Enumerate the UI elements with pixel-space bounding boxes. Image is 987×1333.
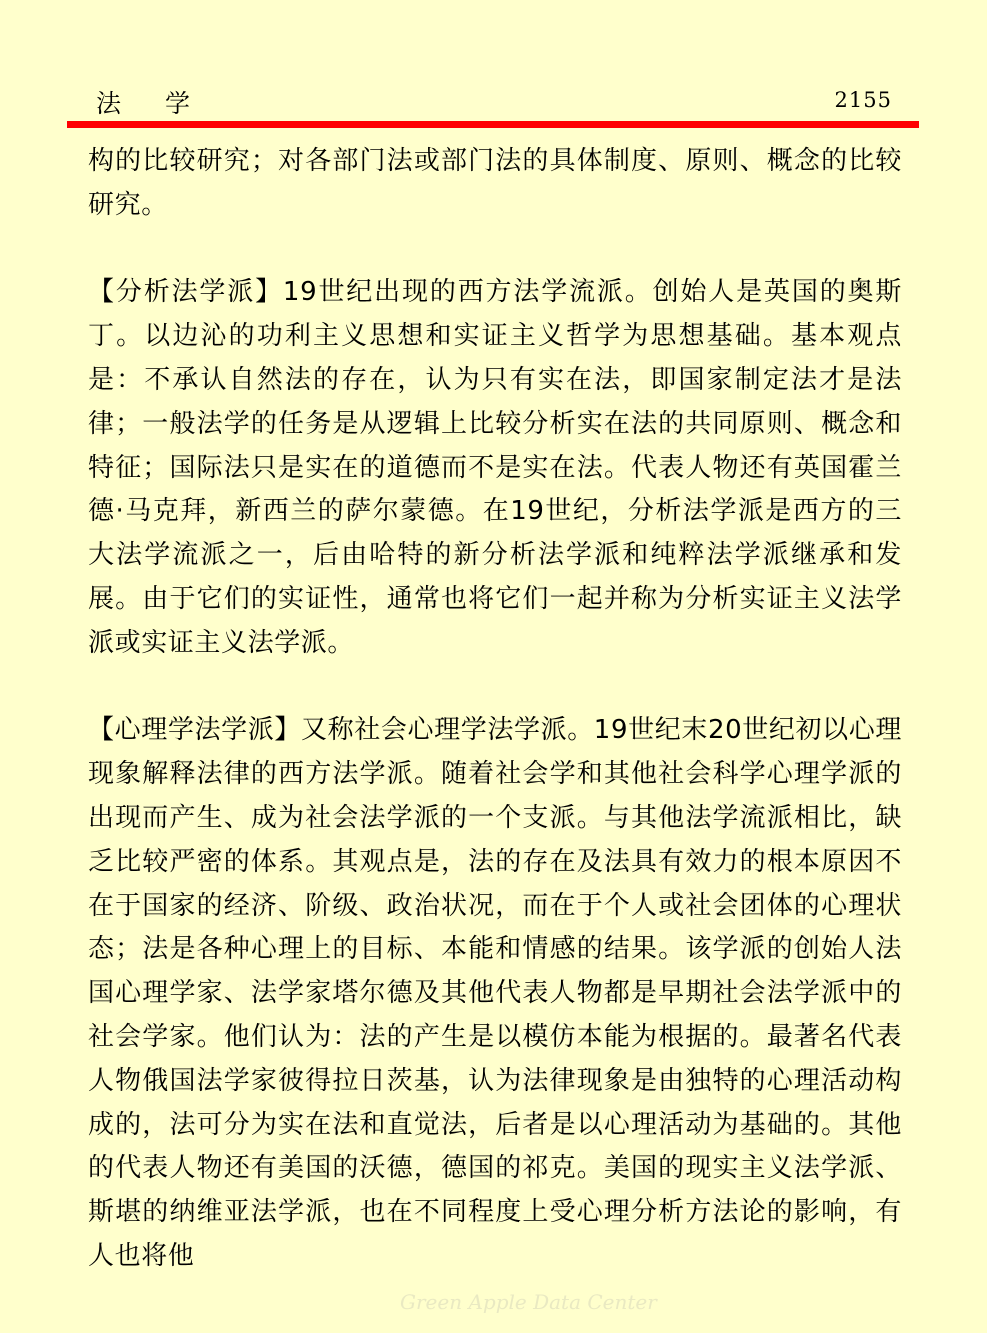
page-body — [88, 140, 902, 1279]
header-rule — [67, 121, 919, 128]
paragraph-analytical-school: 【分析法学派】19世纪出现的西方法学流派。创始人是英国的奥斯丁。以边沁的功利主义思想和实证主义哲学为思想基础。基本观点是：不承认自然法的存在，认为只有实在法，即国家制定法才是法律；一般法学的任务是从逻辑上比较分析实在法的共同原则、概念和特征；国际法只是实在的道德而不是实在法。代表人物还有英国霍兰德·马克拜，新西兰的萨尔蒙德。在19世纪，分析法学派是西方的三大法学流派之一，后由哈特的新分析法学派和纯粹法学派继承和发展。由于它们的实证性，通常也将它们一起并称为分析实证主义法学派或实证主义法学派。 — [88, 277, 902, 658]
watermark: Green Apple Data Center — [400, 1290, 657, 1314]
running-header — [90, 84, 892, 118]
paragraph-psychological-school: 【心理学法学派】又称社会心理学法学派。19世纪末20世纪初以心理现象解释法律的西方法学派。随着社会学和其他社会科学心理学派的出现而产生、成为社会法学派的一个支派。与其他法学流派相比，缺乏比较严密的体系。其观点是，法的存在及法具有效力的根本原因不在于国家的经济、阶级、政治状况，而在于个人或社会团体的心理状态；法是各种心理上的目标、本能和情感的结果。该学派的创始人法国心理学家、法学家塔尔德及其他代表人物都是早期社会法学派中的社会学家。他们认为：法的产生是以模仿本能为根据的。最著名代表人物俄国法学家彼得拉日茨基，认为法律现象是由独特的心理活动构成的，法可分为实在法和直觉法，后者是以心理活动为基础的。其他的代表人物还有美国的沃德，德国的祁克。美国的现实主义法学派、斯堪的纳维亚法学派，也在不同程度上受心理分析方法论的影响，有人也将他 — [88, 715, 902, 1271]
paragraph-continuation: 构的比较研究；对各部门法或部门法的具体制度、原则、概念的比较研究。 — [88, 146, 902, 220]
page-number: 2155 — [834, 88, 892, 112]
header-title: 法学 — [96, 89, 235, 118]
